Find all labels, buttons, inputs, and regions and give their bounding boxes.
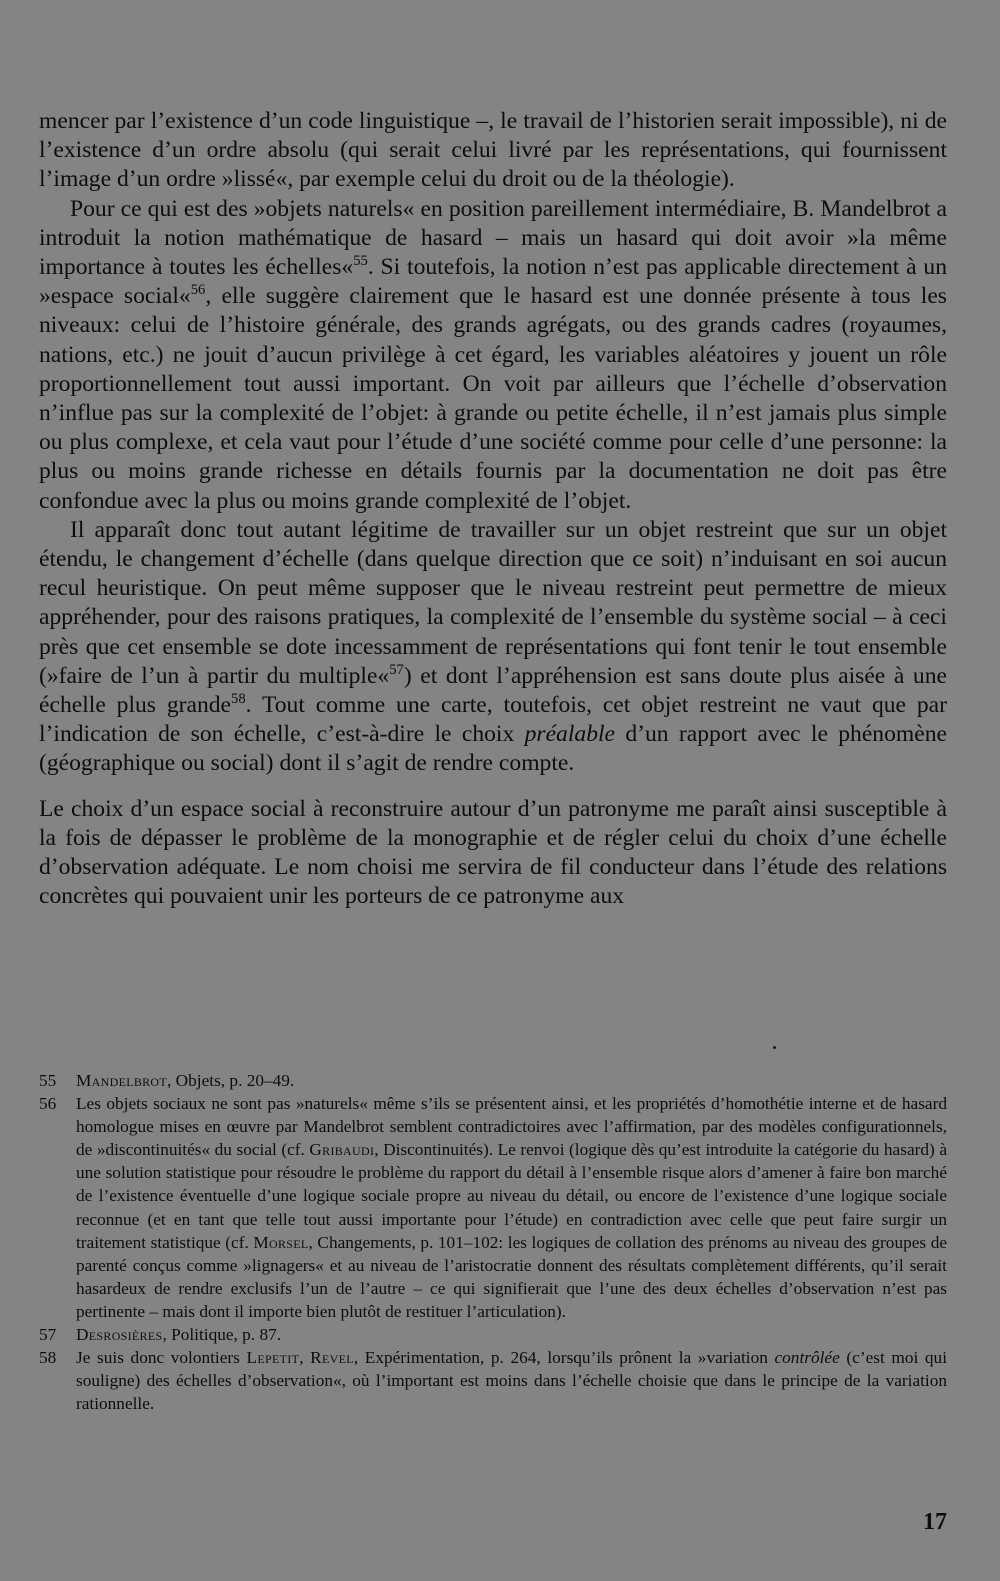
paragraph-4-text: Le choix d’un espace social à reconstruire autour d’un patronyme me paraît ainsi susceptible à la fois de dépasser le problème de la monographie et de régler celui du choix d’une échelle d’observation adéquate. Le nom choisi me servira de fil conducteur dans l’étude des relations concrètes qui pouvaient unir les porteurs de ce patronyme aux [39,795,947,910]
footnote-text-b: , Expérimentation, p. 264, lorsqu’ils prônent la »variation [353,1348,775,1368]
paragraph-3-text-a: Il apparaît donc tout autant légitime de travailler sur un objet restreint que sur un objet étendu, le changement d’échelle (dans quelque direction que ce soit) n’induisant en soi aucun recul heuristique. On peut même supposer que le niveau restreint peut permettre de mieux appréhender, pour des raisons pratiques, la complexité de l’ensemble du système social – à ceci près que cet ensemble se dote incessamment de représentations qui font tenir le tout ensemble (»faire de l’un à partir du multiple« [39,516,947,689]
footnote-57 [39,1323,947,1346]
footnote-text-c: , Changements, p. 101–102: les logiques de collation des prénoms au niveau des groupes de parenté conçus comme »lignagers« et au niveau de l’aristocratie donnent des résultats complètement différents, qu’il serait hasardeux de rendre exclusifs l’un de l’autre – ce qui signifierait que l’une des deux échelles d’observation n’est pas pertinente – mais dont il importe bien plutôt de restituer l’articulation). [76,1232,948,1321]
paragraph-3-text-c: . Tout comme une carte, toutefois, cet objet restreint ne vaut que par l’indication de son échelle, c’est-à-dire le choix [39,692,947,748]
footnote-text-rest: , Objets, p. 20–49. [167,1071,295,1090]
footnote-text [76,1092,947,1323]
paragraph-3 [39,516,947,779]
author-name: Morsel [253,1232,309,1252]
page-number: 17 [923,1509,947,1535]
footnote-58 [39,1346,947,1415]
footnote-text [76,1323,947,1346]
paragraph-2 [39,195,947,516]
paragraph-2-text-b: . Si toutefois, la notion n’est pas applicable directement à un »espace social« [39,254,947,310]
print-dot-mark [773,1046,776,1049]
footnote-text-rest: , Politique, p. 87. [162,1325,282,1345]
paragraph-1 [39,107,947,195]
footnote-text-b: , Discontinuités). Le renvoi (logique dès qu’est introduite la catégorie du hasard) à une solution statistique pour résoudre le problème du rapport du détail à l’ensemble risque alors d’amener à faire bon marché de l’existence éventuelle d’une logique sociale propre au niveau du détail, ou encore de l’existence d’une logique sociale reconnue (et en tant que telle tout aussi importante pour l’étude) en contradiction avec celle que peut faire surgir un traitement statistique (cf. [76,1140,947,1252]
footnotes [39,1069,947,1415]
paragraph-2-text-c: , elle suggère clairement que le hasard est une donnée présente à tous les niveaux: celui de l’histoire générale, des grands agrégats, ou des grands cadres (royaumes, nations, etc.) ne jouit d’aucun privilège à cet égard, les variables aléatoires y jouent un rôle proportionnellement tout aussi important. On voit par ailleurs que l’échelle d’observation n’influe pas sur la complexité de l’objet: à grande ou petite échelle, il n’est jamais plus simple ou plus complexe, et cela vaut pour l’étude d’une société comme pour celle d’une personne: la plus ou moins grande richesse en détails fournis par la documentation ne doit pas être confondue avec la plus ou moins grande complexité de l’objet. [39,283,947,514]
paragraph-4 [39,795,947,912]
emphasis-controlee: contrôlée [774,1348,840,1368]
footnote-text [76,1069,947,1092]
author-name: Revel [310,1348,354,1368]
author-name: Mandelbrot [76,1071,168,1090]
footnote-text-c: (c’est moi qui souligne) des échelles d’observation«, où l’important est moins dans l’échelle choisie que dans le principe de la variation rationnelle. [76,1348,948,1414]
footnote-ref-55[interactable]: 55 [353,253,368,270]
footnote-number: 56 [39,1094,57,1114]
author-name: Desrosières [76,1325,163,1345]
paragraph-3-text-b: ) et dont l’appréhension est sans doute plus aisée à une échelle plus grande [39,662,947,719]
footnote-ref-57[interactable]: 57 [389,662,404,679]
footnote-number: 58 [39,1348,57,1368]
footnote-text-a: Les objets sociaux ne sont pas »naturels« même s’ils se présentent ainsi, et les propriétés d’homothétie interne et de hasard homologue mises en œuvre par Mandelbrot semblent contradictoires avec l’affirmation, par des modèles configurationnels, de »discontinuités« du social (cf. [76,1094,947,1160]
author-name: Gribaudi [309,1140,375,1160]
footnote-text [76,1346,947,1415]
footnote-56 [39,1092,947,1323]
footnote-ref-58[interactable]: 58 [231,691,246,708]
emphasis-prealable: préalable [524,721,616,748]
footnote-separator: , [299,1348,311,1368]
footnote-number: 57 [39,1325,57,1345]
footnote-55 [39,1069,947,1092]
main-text [39,107,947,911]
paragraph-1-text: mencer par l’existence d’un code linguistique –, le travail de l’historien serait impossible), ni de l’existence d’un ordre absolu (qui serait celui livré par les représentations, qui fournissent l’image d’un ordre »lissé«, par exemple celui du droit ou de la théologie). [39,108,947,193]
footnote-text-a: Je suis donc volontiers [76,1348,247,1368]
footnote-ref-56[interactable]: 56 [190,282,206,299]
paragraph-3-text-d: d’un rapport avec le phénomène (géographique ou social) dont il s’agit de rendre compte. [39,721,947,777]
paragraph-2-text-a: Pour ce qui est des »objets naturels« en position pareillement intermédiaire, B. Mandelbrot a introduit la notion mathématique de hasard – mais un hasard qui doit avoir »la même importance à toutes les échelles« [39,195,947,281]
author-name: Lepetit [246,1348,300,1368]
footnote-number: 55 [39,1071,57,1090]
